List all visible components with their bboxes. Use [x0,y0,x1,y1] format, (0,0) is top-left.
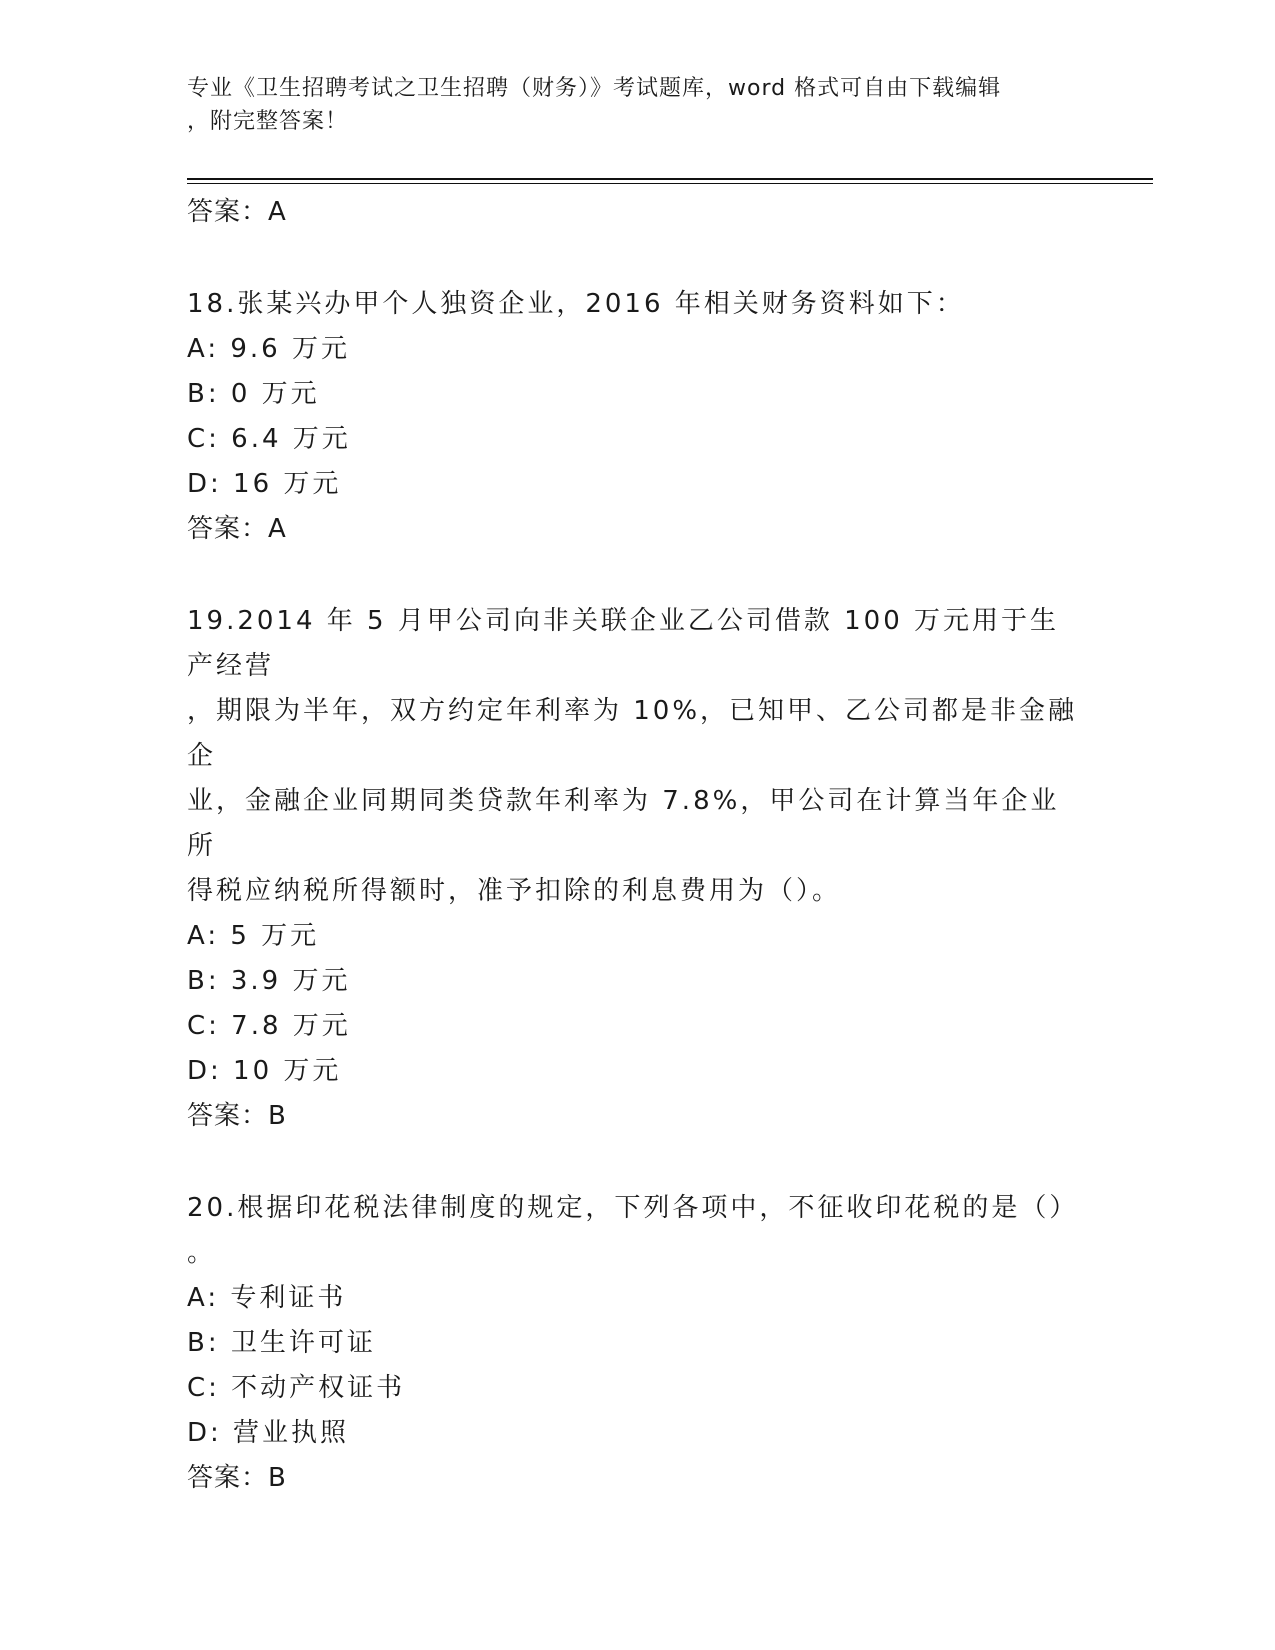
option-b: B: 3.9 万元 [187,966,351,996]
question-text: 19.2014 年 5 月甲公司向非关联企业乙公司借款 100 万元用于生产经营 ，期限为半年，双方约定年利率为 10%，已知甲、乙公司都是非金融企 业，金融企业同期同类贷款年利率为 7.8%，甲公司在计算当年企业所 得税应纳税所得额时，准予扣除的利息费用为（）。 [187,606,1078,906]
question-18 [187,282,1087,551]
option-d: D: 16 万元 [187,469,342,499]
option-b: B: 卫生许可证 [187,1328,376,1358]
option-b: B: 0 万元 [187,379,320,409]
option-d: D: 营业执照 [187,1418,350,1448]
spacer [187,1138,1087,1186]
answer-line: 答案：A [187,197,287,227]
answer-line: 答案：B [187,1463,287,1493]
answer-line: 答案：A [187,514,287,544]
option-d: D: 10 万元 [187,1056,342,1086]
answer-line: 答案：B [187,1101,287,1131]
spacer [187,234,1087,282]
option-a: A: 5 万元 [187,921,320,951]
option-a: A: 9.6 万元 [187,334,350,364]
question-text: 20.根据印花税法律制度的规定，下列各项中，不征收印花税的是（） 。 [187,1193,1079,1268]
question-text: 18.张某兴办甲个人独资企业，2016 年相关财务资料如下： [187,289,965,319]
header-rule-thin [187,183,1153,184]
document-header: 专业《卫生招聘考试之卫生招聘（财务）》考试题库，word 格式可自由下载编辑 ，附完整答案！ [187,76,1002,134]
question-20 [187,1186,1087,1500]
option-a: A: 专利证书 [187,1283,347,1313]
question-19 [187,599,1087,1138]
option-c: C: 6.4 万元 [187,424,351,454]
spacer [187,551,1087,599]
option-c: C: 不动产权证书 [187,1373,406,1403]
document-body [187,190,1087,1500]
option-c: C: 7.8 万元 [187,1011,351,1041]
header-rule-thick [187,178,1153,180]
